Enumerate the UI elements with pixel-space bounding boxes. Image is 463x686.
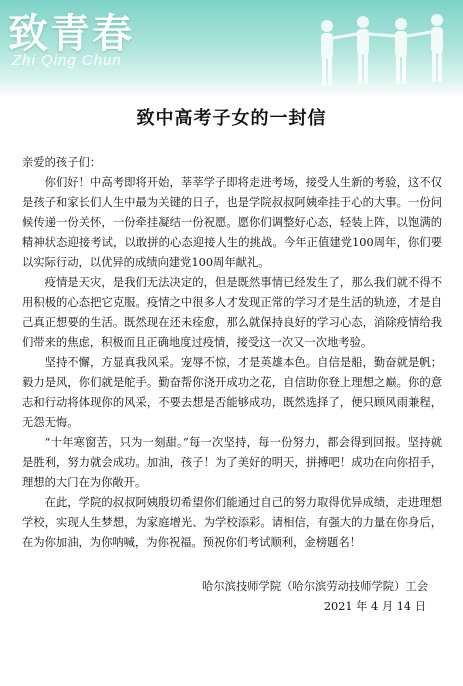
paragraph-perseverance: 坚持不懈，方显真我风采。宠辱不惊，才是英雄本色。自信是船，勤奋就是帆；毅力是风，你们就是舵手。勤奋帮你浇开成功之花，自信助你登上理想之巅。你的意志和行动将体现你的风采，不要去想是否能够成功，既然选择了，便只顾风雨兼程，无怨无悔。 [22, 356, 442, 429]
paragraph-pandemic: 疫情是天灾，是我们无法决定的，但是既然事情已经发生了，那么我们就不得不用积极的心态把它克服。疫情之中很多人才发现正常的学习才是生活的轨迹，才是自己真正想要的生活。既然现在还未痊愈，那么就保持良好的学习心态，消除疫情给我们带来的焦虑，积极而且正确地度过疫情，接受这一次又一次地考验。 [22, 276, 442, 349]
salutation: 亲爱的孩子们： [22, 156, 102, 169]
banner-title: 致青春 [8, 11, 134, 57]
paragraph-greeting: 你们好！中高考即将开始，莘莘学子即将走进考场，接受人生新的考验，这不仅是孩子和家长们人生中最为关键的日子，也是学院叔叔阿姨牵挂于心的大事。一份问候传递一份关怀，一份牵挂凝结一份祝愿。愿你们调整好心态，轻装上阵，以饱满的精神状态迎接考试，以敢拼的心态迎接人生的挑战。今年正值建党100周年，你们要以实际行动，以优异的成绩向建党100周年献礼。 [22, 176, 442, 269]
banner-subtitle: Zhi Qing Chun [12, 52, 122, 69]
youth-silhouettes-illustration [305, 6, 455, 94]
paragraph-closing-wishes: 在此，学院的叔叔阿姨殷切希望你们能通过自己的努力取得优异成绩，走进理想学校，实现人生梦想，为家庭增光、为学校添彩。请相信，有强大的力量在你身后，在为你加油，为你呐喊，为你祝福。预祝你们考试顺利，金榜题名！ [22, 496, 442, 549]
letter-body [22, 153, 442, 617]
signature: 哈尔滨技师学院（哈尔滨劳动技师学院）工会 [202, 580, 428, 593]
letter-title: 致中高考子女的一封信 [136, 108, 327, 129]
paragraph-encouragement: “十年寒窗苦，只为一刻甜。”每一次坚持，每一份努力，都会得到回报。坚持就是胜利，努力就会成功。加油，孩子！为了美好的明天，拼搏吧！成功在向你招手，理想的大门在为你敞开。 [22, 436, 442, 489]
header-banner [0, 0, 463, 98]
letter-date: 2021 年 4 月 14 日 [323, 600, 426, 613]
